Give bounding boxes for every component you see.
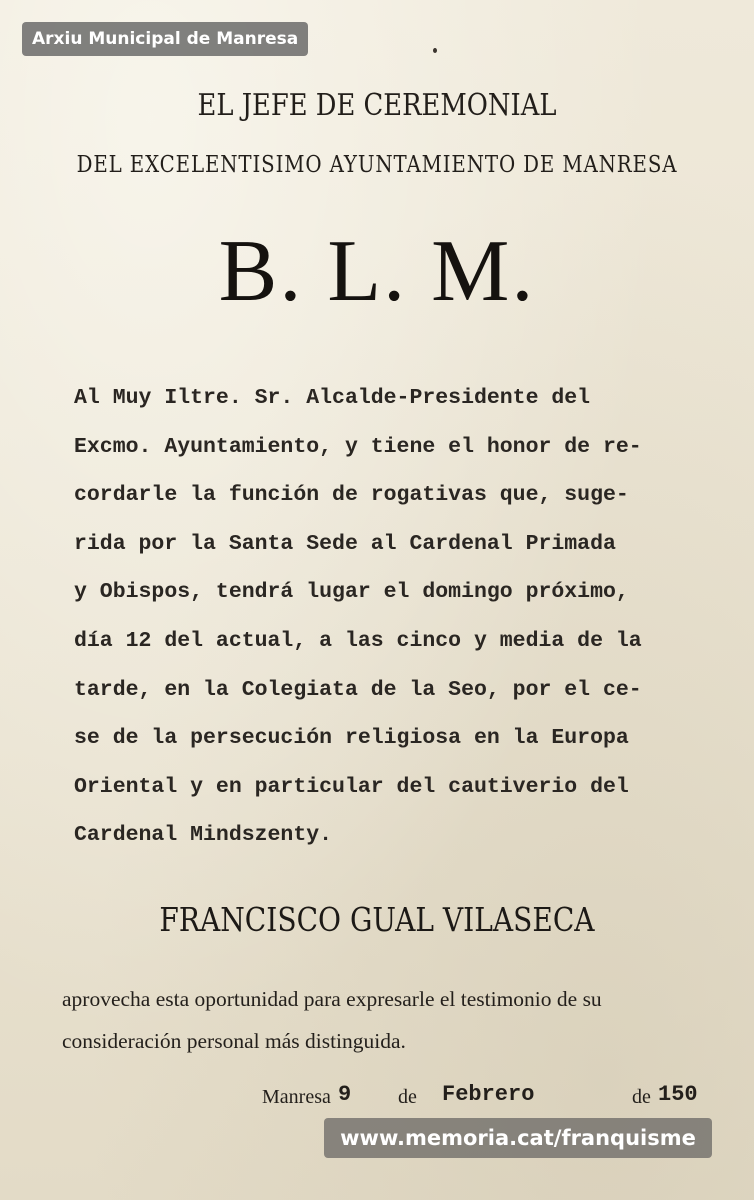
- ink-speck: [433, 48, 437, 53]
- date-de: de: [632, 1086, 651, 1108]
- date-line: [262, 1078, 722, 1118]
- letter-heading-title: EL JEFE DE CEREMONIAL: [197, 88, 557, 123]
- letter-heading-institution: DEL EXCELENTISIMO AYUNTAMIENTO DE MANRESA: [76, 152, 678, 178]
- body-line: rida por la Santa Sede al Cardenal Primada: [74, 531, 616, 556]
- date-de: de: [398, 1086, 417, 1108]
- website-watermark: www.memoria.cat/franquisme: [324, 1118, 712, 1158]
- body-line: día 12 del actual, a las cinco y media de la: [74, 628, 642, 653]
- body-line: se de la persecución religiosa en la Europa: [74, 726, 629, 751]
- date-month: Febrero: [442, 1082, 535, 1107]
- body-line: Excmo. Ayuntamiento, y tiene el honor de re-: [74, 434, 642, 459]
- body-line: Cardenal Mindszenty.: [74, 823, 333, 848]
- date-day: 9: [338, 1082, 352, 1107]
- body-line: tarde, en la Colegiata de la Seo, por el ce-: [74, 677, 642, 702]
- body-line: cordarle la función de rogativas que, suge-: [74, 483, 629, 508]
- archive-label: Arxiu Municipal de Manresa: [22, 22, 308, 56]
- body-line: Al Muy Iltre. Sr. Alcalde-Presidente del: [74, 386, 591, 410]
- salutation-blm: B. L. M.: [218, 223, 536, 320]
- closing-text: [62, 980, 732, 1064]
- closing-line: consideración personal más distinguida.: [62, 1029, 406, 1053]
- body-line: Oriental y en particular del cautiverio del: [74, 774, 629, 799]
- date-year: 150: [658, 1082, 698, 1107]
- signer-name: FRANCISCO GUAL VILASECA: [159, 900, 595, 939]
- letter-body: [74, 378, 734, 864]
- body-line: y Obispos, tendrá lugar el domingo próximo,: [74, 580, 629, 605]
- date-place: Manresa: [262, 1086, 331, 1108]
- closing-line: aprovecha esta oportunidad para expresarle el testimonio de su: [62, 987, 602, 1011]
